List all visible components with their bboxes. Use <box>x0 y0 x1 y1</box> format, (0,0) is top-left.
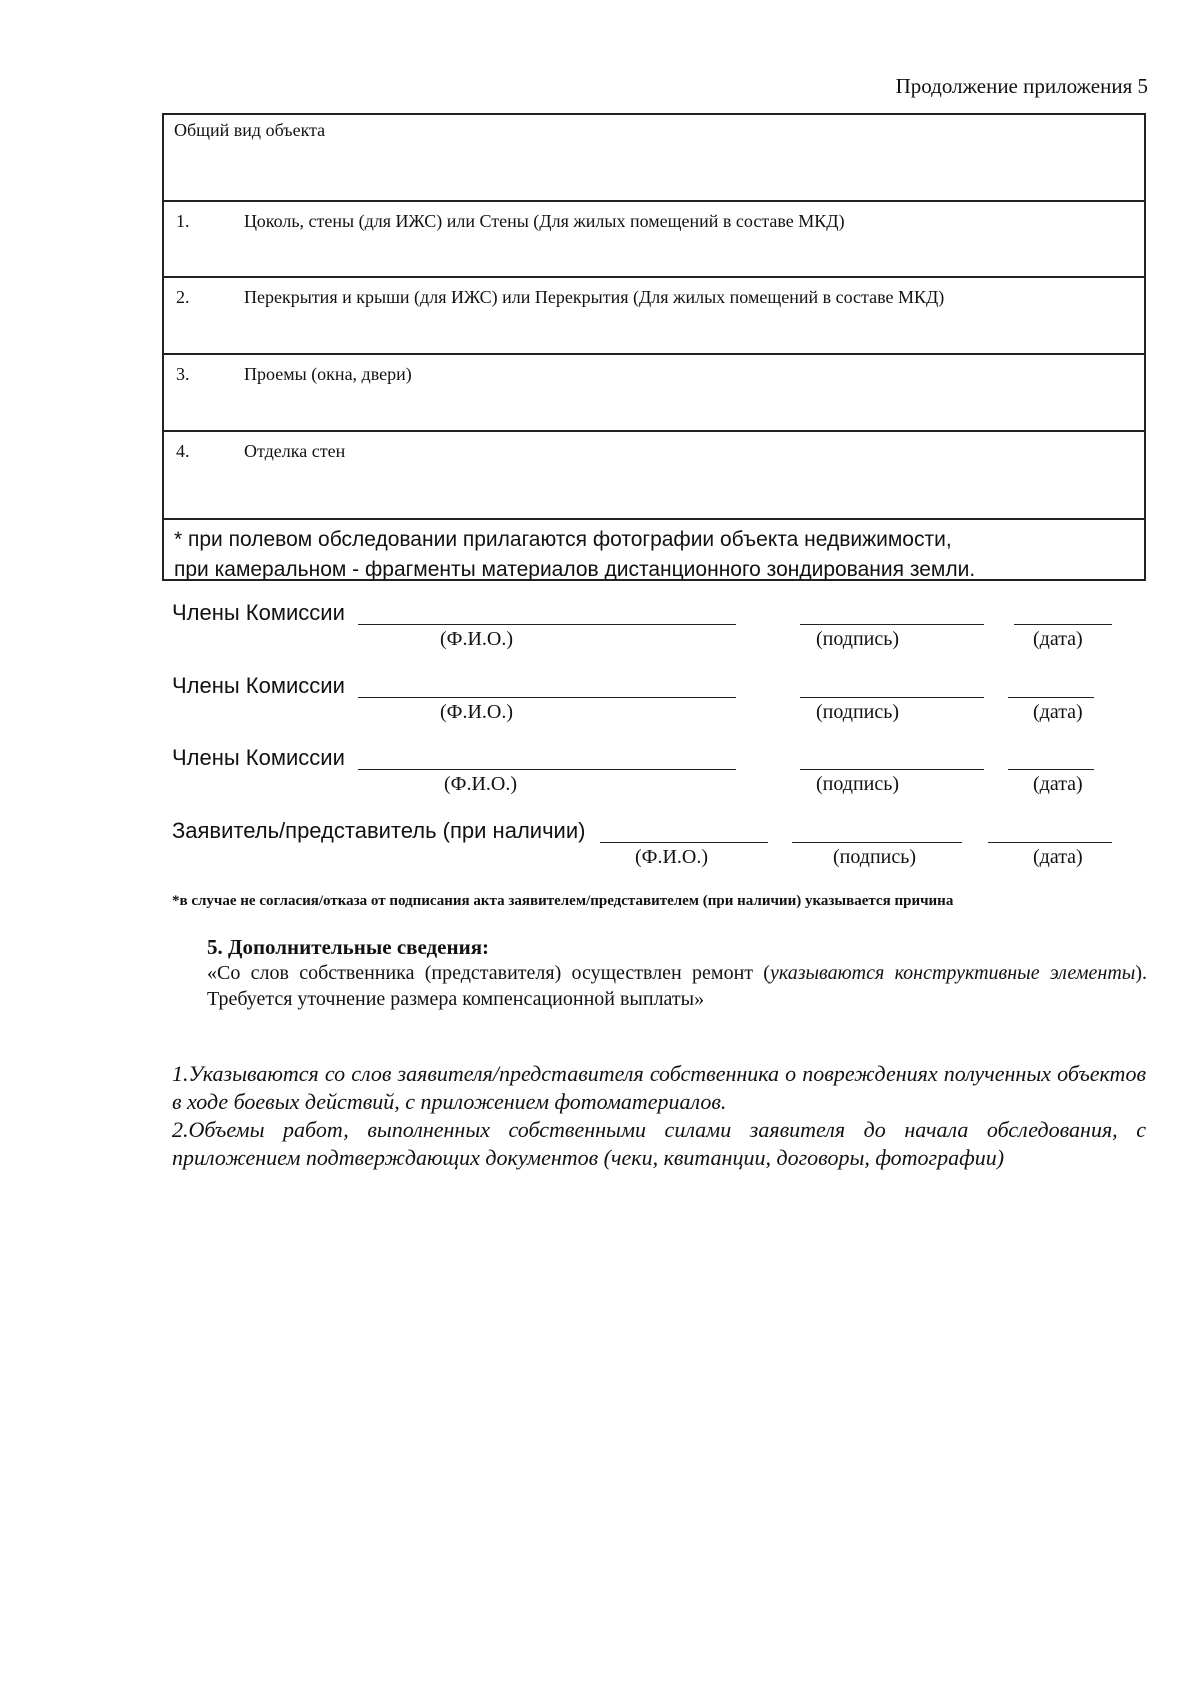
signature-caption: (подпись) <box>816 773 900 795</box>
commission-label: Члены Комиссии <box>172 600 345 625</box>
fio-line[interactable] <box>358 769 736 770</box>
signature-line[interactable] <box>800 697 984 698</box>
fio-line[interactable] <box>600 842 768 843</box>
signature-caption: (подпись) <box>833 846 917 868</box>
fio-caption: (Ф.И.О.) <box>440 628 514 650</box>
date-caption: (дата) <box>1033 701 1083 723</box>
date-line[interactable] <box>1008 697 1094 698</box>
footnote-1: 1.Указываются со слов заявителя/представителя собственника о повреждениях полученных объектов в ходе боевых действий, с приложением фотоматериалов. <box>172 1061 1146 1114</box>
date-caption: (дата) <box>1033 628 1083 650</box>
section5-text-italic: указываются конструктивные элементы <box>769 962 1136 984</box>
date-caption: (дата) <box>1033 846 1083 868</box>
table-row <box>164 202 1144 278</box>
table-row <box>164 278 1144 355</box>
applicant-label: Заявитель/представитель (при наличии) <box>172 818 586 843</box>
fio-caption: (Ф.И.О.) <box>444 773 518 795</box>
item-text: Перекрытия и крыши (для ИЖС) или Перекрытия (Для жилых помещений в составе МКД) <box>244 287 945 307</box>
signature-line[interactable] <box>800 769 984 770</box>
general-view-label: Общий вид объекта <box>174 120 326 140</box>
signature-line[interactable] <box>800 624 984 625</box>
table-row-note <box>164 520 1144 579</box>
date-caption: (дата) <box>1033 773 1083 795</box>
item-number: 2. <box>176 287 190 307</box>
page-header: Продолжение приложения 5 <box>895 74 1148 98</box>
photo-note-line2: при камеральном - фрагменты материалов дистанционного зондирования земли. <box>174 558 976 581</box>
signature-caption: (подпись) <box>816 701 900 723</box>
commission-label: Члены Комиссии <box>172 673 345 698</box>
date-line[interactable] <box>988 842 1112 843</box>
section5-text-end: ). Требуется уточнение размера компенсационной выплаты» <box>207 962 1147 1010</box>
section5-text-start: «Со слов собственника (представителя) осуществлен ремонт ( <box>207 962 770 984</box>
fio-caption: (Ф.И.О.) <box>440 701 514 723</box>
signature-caption: (подпись) <box>816 628 900 650</box>
table-row <box>164 432 1144 520</box>
footnote-2: 2.Объемы работ, выполненных собственными силами заявителя до начала обследования, с приложением подтверждающих документов (чеки, квитанции, договоры, фотографии) <box>172 1117 1146 1170</box>
item-text: Проемы (окна, двери) <box>244 364 412 384</box>
item-number: 4. <box>176 441 190 461</box>
refusal-note: *в случае не согласия/отказа от подписания акта заявителем/представителем (при наличии) указывается причина <box>172 893 954 909</box>
object-table <box>162 113 1146 581</box>
photo-note <box>174 525 975 585</box>
date-line[interactable] <box>1008 769 1094 770</box>
item-number: 3. <box>176 364 190 384</box>
fio-line[interactable] <box>358 624 736 625</box>
section5-heading: 5. Дополнительные сведения: <box>207 935 490 959</box>
item-number: 1. <box>176 211 190 231</box>
table-row-general-view <box>164 115 1144 202</box>
table-row <box>164 355 1144 432</box>
fio-line[interactable] <box>358 697 736 698</box>
fio-caption: (Ф.И.О.) <box>635 846 709 868</box>
section5-text <box>207 960 1147 1012</box>
item-text: Цоколь, стены (для ИЖС) или Стены (Для жилых помещений в составе МКД) <box>244 211 845 231</box>
item-text: Отделка стен <box>244 441 346 461</box>
date-line[interactable] <box>1014 624 1112 625</box>
signature-line[interactable] <box>792 842 962 843</box>
commission-label: Члены Комиссии <box>172 745 345 770</box>
photo-note-line1: * при полевом обследовании прилагаются фотографии объекта недвижимости, <box>174 528 952 551</box>
